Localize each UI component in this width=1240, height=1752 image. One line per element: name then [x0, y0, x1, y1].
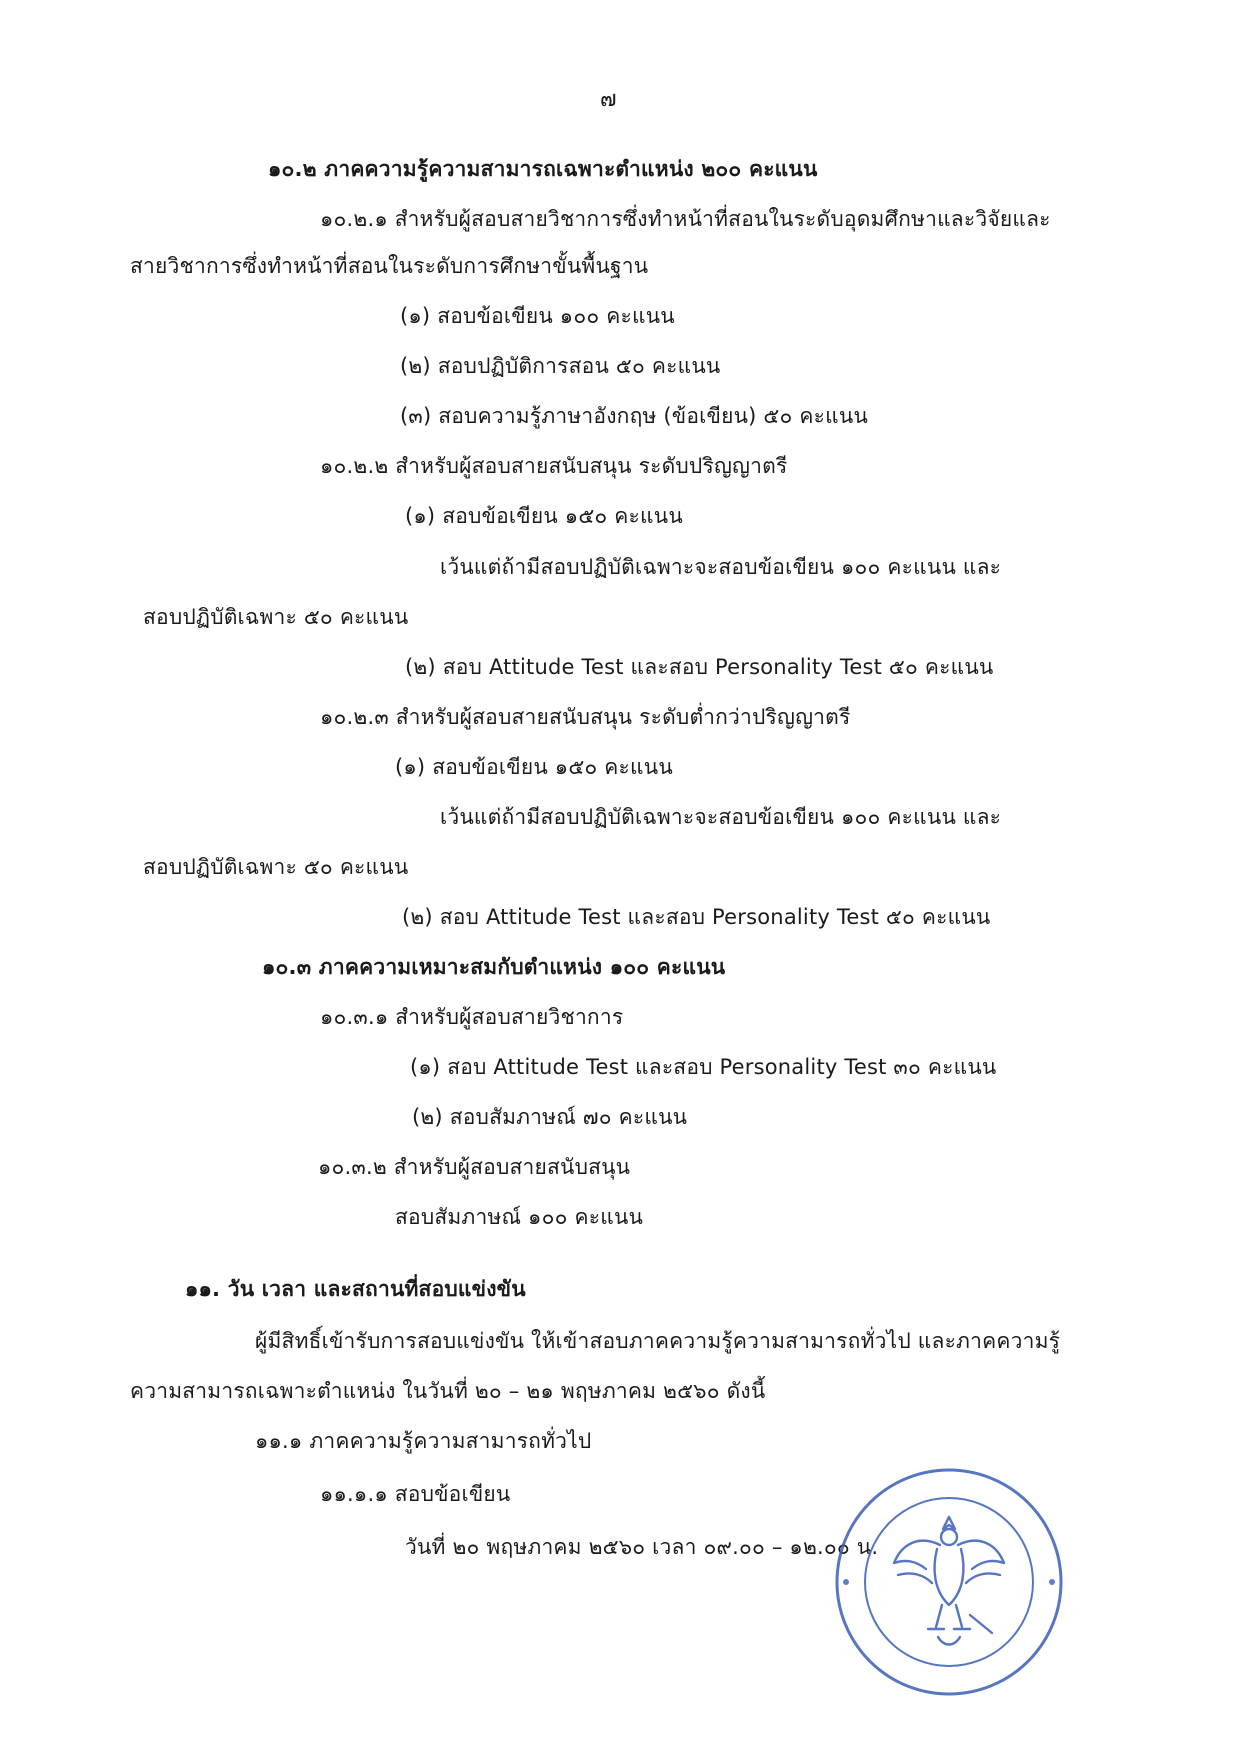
item-english-test: (๓) สอบความรู้ภาษาอังกฤษ (ข้อเขียน) ๕๐ คะแนน — [400, 404, 868, 428]
item-exception-note-cont: สอบปฏิบัติเฉพาะ ๕๐ คะแนน — [143, 605, 409, 629]
item-attitude-test-c: (๑) สอบ Attitude Test และสอบ Personality Test ๓๐ คะแนน — [410, 1055, 997, 1079]
paragraph-eligibility-cont: ความสามารถเฉพาะตำแหน่ง ในวันที่ ๒๐ – ๒๑ พฤษภาคม ๒๕๖๐ ดังนี้ — [130, 1379, 766, 1403]
item-exception-note: เว้นแต่ถ้ามีสอบปฏิบัติเฉพาะจะสอบข้อเขียน ๑๐๐ คะแนน และ — [440, 555, 1002, 579]
subsection-10-2-1-cont: สายวิชาการซึ่งทำหน้าที่สอนในระดับการศึกษาขั้นพื้นฐาน — [130, 254, 649, 278]
item-written-exam: (๑) สอบข้อเขียน ๑๐๐ คะแนน — [400, 304, 675, 328]
item-teaching-practice: (๒) สอบปฏิบัติการสอน ๕๐ คะแนน — [400, 354, 721, 378]
item-written-150-b: (๑) สอบข้อเขียน ๑๕๐ คะแนน — [395, 755, 673, 779]
subsection-10-2-1: ๑๐.๒.๑ สำหรับผู้สอบสายวิชาการซึ่งทำหน้าที่สอนในระดับอุดมศึกษาและวิจัยและ — [320, 207, 1051, 231]
section-heading-11: ๑๑. วัน เวลา และสถานที่สอบแข่งขัน — [185, 1277, 526, 1301]
item-written-150: (๑) สอบข้อเขียน ๑๕๐ คะแนน — [405, 504, 683, 528]
item-exception-note-b: เว้นแต่ถ้ามีสอบปฏิบัติเฉพาะจะสอบข้อเขียน ๑๐๐ คะแนน และ — [440, 805, 1002, 829]
section-heading-10-2: ๑๐.๒ ภาคความรู้ความสามารถเฉพาะตำแหน่ง ๒๐๐ คะแนน — [268, 157, 818, 181]
item-attitude-test-b: (๒) สอบ Attitude Test และสอบ Personality Test ๕๐ คะแนน — [402, 905, 991, 929]
item-attitude-test: (๒) สอบ Attitude Test และสอบ Personality Test ๕๐ คะแนน — [405, 655, 994, 679]
item-interview-70: (๒) สอบสัมภาษณ์ ๗๐ คะแนน — [412, 1105, 688, 1129]
section-heading-10-3: ๑๐.๓ ภาคความเหมาะสมกับตำแหน่ง ๑๐๐ คะแนน — [262, 955, 726, 979]
subsection-11-1: ๑๑.๑ ภาคความรู้ความสามารถทั่วไป — [255, 1429, 592, 1453]
subsection-10-3-1: ๑๐.๓.๑ สำหรับผู้สอบสายวิชาการ — [320, 1005, 624, 1029]
subsection-10-3-2: ๑๐.๓.๒ สำหรับผู้สอบสายสนับสนุน — [318, 1155, 631, 1179]
subsection-10-2-2: ๑๐.๒.๒ สำหรับผู้สอบสายสนับสนุน ระดับปริญญาตรี — [320, 454, 788, 478]
item-interview-100: สอบสัมภาษณ์ ๑๐๐ คะแนน — [395, 1205, 644, 1229]
university-seal-stamp — [832, 1465, 1066, 1699]
paragraph-eligibility: ผู้มีสิทธิ์เข้ารับการสอบแข่งขัน ให้เข้าสอบภาคความรู้ความสามารถทั่วไป และภาคความรู้ — [255, 1329, 1061, 1353]
exam-date-time: วันที่ ๒๐ พฤษภาคม ๒๕๖๐ เวลา ๐๙.๐๐ – ๑๒.๐๐ น. — [405, 1535, 879, 1559]
subsection-11-1-1: ๑๑.๑.๑ สอบข้อเขียน — [320, 1482, 511, 1506]
page-number: ๗ — [600, 87, 617, 112]
item-exception-note-b-cont: สอบปฏิบัติเฉพาะ ๕๐ คะแนน — [143, 855, 409, 879]
subsection-10-2-3: ๑๐.๒.๓ สำหรับผู้สอบสายสนับสนุน ระดับต่ำกว่าปริญญาตรี — [320, 705, 851, 729]
